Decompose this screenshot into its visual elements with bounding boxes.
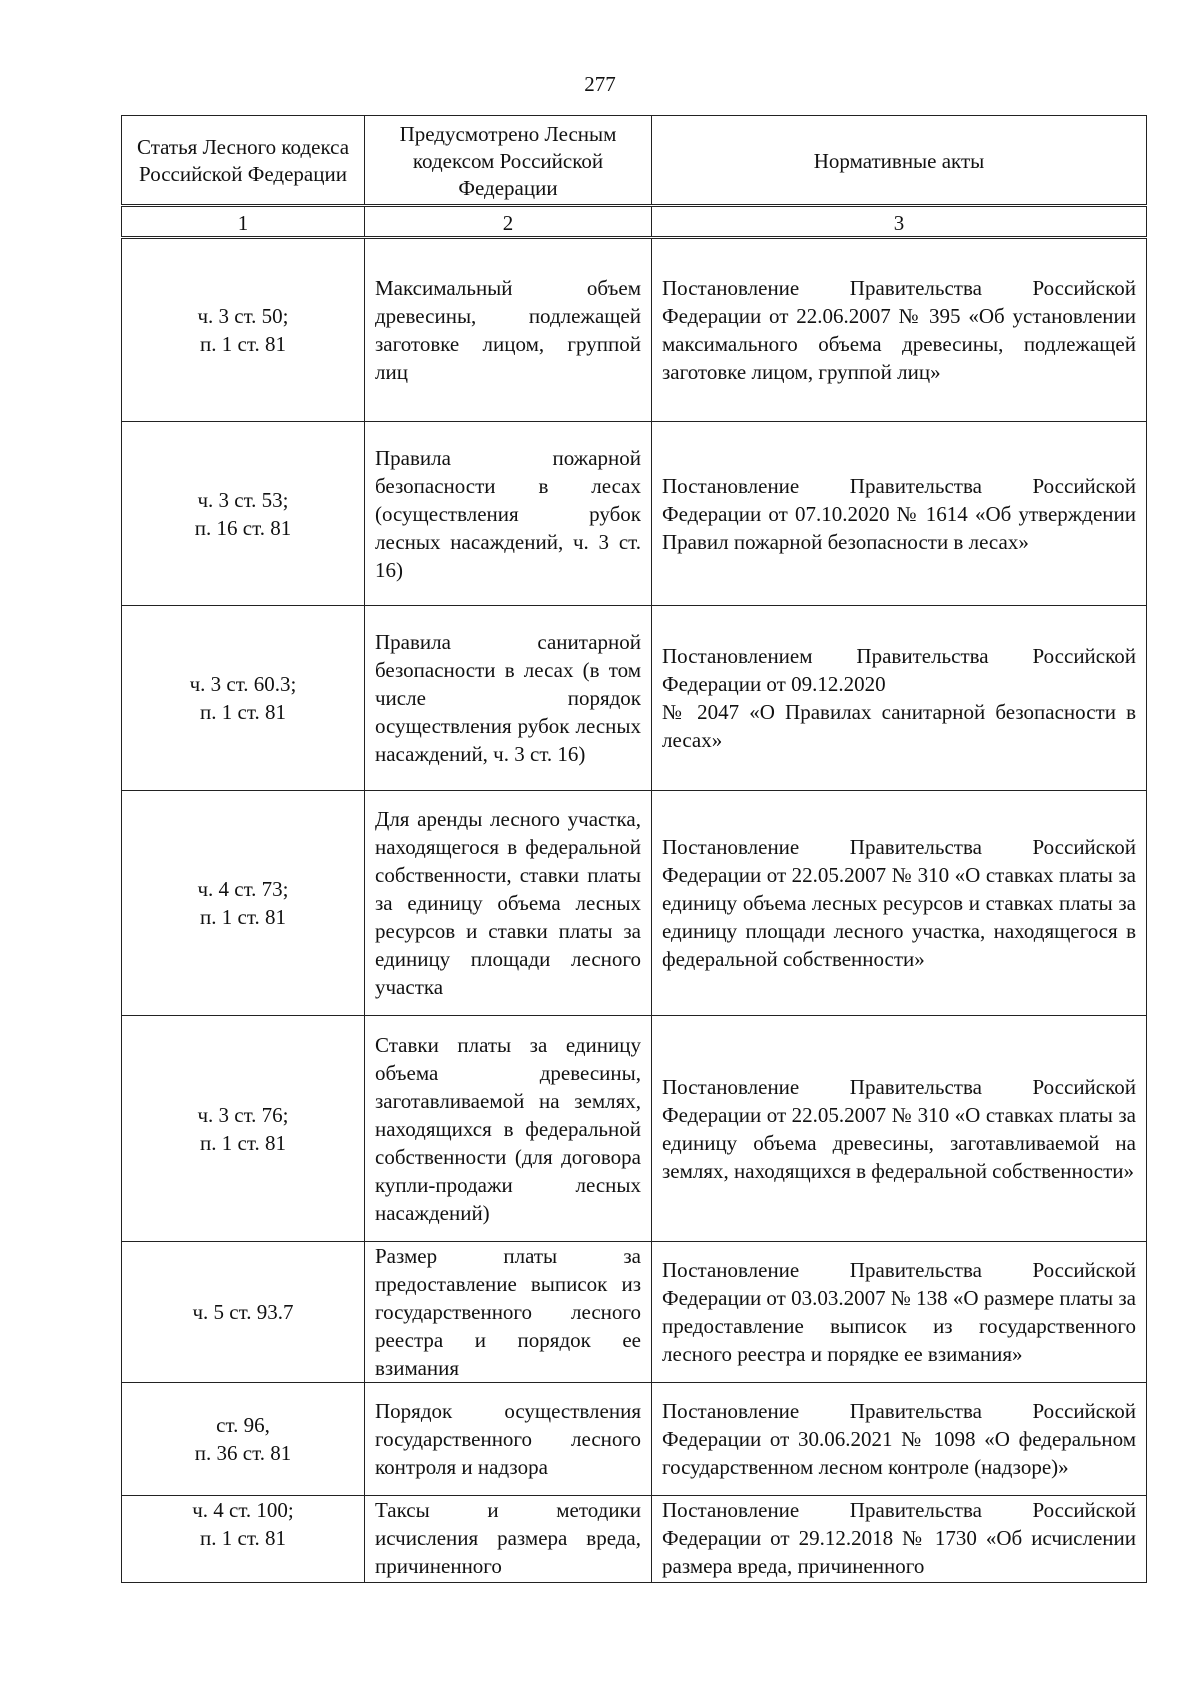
table-row — [122, 1016, 1147, 1242]
provided-cell: Размер платы за предоставление выписок из государственного лесного реестра и порядок ее взимания — [365, 1242, 652, 1383]
acts-cell: Постановление Правительства Российской Федерации от 22.05.2007 № 310 «О ставках платы за единицу объема древесины, заготавливаемой на землях, находящихся в федеральной собственности» — [652, 1016, 1147, 1242]
table-row — [122, 1383, 1147, 1496]
acts-cell: Постановление Правительства Российской Федерации от 22.06.2007 № 395 «Об установлении максимального объема древесины, подлежащей заготовке лицом, группой лиц» — [652, 238, 1147, 422]
header-article: Статья Лесного кодекса Российской Федерации — [122, 116, 365, 206]
provided-cell: Максимальный объем древесины, подлежащей заготовке лицом, группой лиц — [365, 238, 652, 422]
column-number-row — [122, 206, 1147, 238]
article-cell: ч. 4 ст. 100; п. 1 ст. 81 — [122, 1496, 365, 1583]
provided-cell: Ставки платы за единицу объема древесины, заготавливаемой на землях, находящихся в федеральной собственности (для договора купли-продажи лесных насаждений) — [365, 1016, 652, 1242]
article-cell: ч. 4 ст. 73; п. 1 ст. 81 — [122, 791, 365, 1016]
article-cell: ч. 3 ст. 53; п. 16 ст. 81 — [122, 422, 365, 606]
page-number: 277 — [584, 72, 616, 96]
provided-cell: Правила санитарной безопасности в лесах (в том числе порядок осуществления рубок лесных насаждений, ч. 3 ст. 16) — [365, 606, 652, 791]
acts-cell: Постановление Правительства Российской Федерации от 07.10.2020 № 1614 «Об утверждении Правил пожарной безопасности в лесах» — [652, 422, 1147, 606]
table-row — [122, 791, 1147, 1016]
column-number-2: 2 — [365, 206, 652, 238]
acts-cell: Постановлением Правительства Российской Федерации от 09.12.2020 № 2047 «О Правилах санитарной безопасности в лесах» — [652, 606, 1147, 791]
acts-cell: Постановление Правительства Российской Федерации от 30.06.2021 № 1098 «О федеральном государственном лесном контроле (надзоре)» — [652, 1383, 1147, 1496]
table-row — [122, 1496, 1147, 1583]
acts-cell: Постановление Правительства Российской Федерации от 03.03.2007 № 138 «О размере платы за предоставление выписок из государственного лесного реестра и порядке ее взимания» — [652, 1242, 1147, 1383]
header-acts: Нормативные акты — [652, 116, 1147, 206]
header-provided: Предусмотрено Лесным кодексом Российской Федерации — [365, 116, 652, 206]
article-cell: ч. 5 ст. 93.7 — [122, 1242, 365, 1383]
acts-cell: Постановление Правительства Российской Федерации от 22.05.2007 № 310 «О ставках платы за единицу объема лесных ресурсов и ставках платы за единицу площади лесного участка, находящегося в федеральной собственности» — [652, 791, 1147, 1016]
provided-cell: Таксы и методики исчисления размера вреда, причиненного — [365, 1496, 652, 1583]
provided-cell: Правила пожарной безопасности в лесах (осуществления рубок лесных насаждений, ч. 3 ст. 16) — [365, 422, 652, 606]
article-cell: ст. 96, п. 36 ст. 81 — [122, 1383, 365, 1496]
column-number-3: 3 — [652, 206, 1147, 238]
table-row — [122, 1242, 1147, 1383]
table-row — [122, 606, 1147, 791]
article-cell: ч. 3 ст. 76; п. 1 ст. 81 — [122, 1016, 365, 1242]
provided-cell: Порядок осуществления государственного лесного контроля и надзора — [365, 1383, 652, 1496]
provided-cell: Для аренды лесного участка, находящегося в федеральной собственности, ставки платы за единицу объема лесных ресурсов и ставки платы за единицу площади лесного участка — [365, 791, 652, 1016]
table-header-row — [122, 116, 1147, 206]
column-number-1: 1 — [122, 206, 365, 238]
legal-acts-table — [121, 115, 1147, 1583]
table-row — [122, 422, 1147, 606]
article-cell: ч. 3 ст. 50; п. 1 ст. 81 — [122, 238, 365, 422]
table-row — [122, 238, 1147, 422]
acts-cell: Постановление Правительства Российской Федерации от 29.12.2018 № 1730 «Об исчислении размера вреда, причиненного — [652, 1496, 1147, 1583]
article-cell: ч. 3 ст. 60.3; п. 1 ст. 81 — [122, 606, 365, 791]
